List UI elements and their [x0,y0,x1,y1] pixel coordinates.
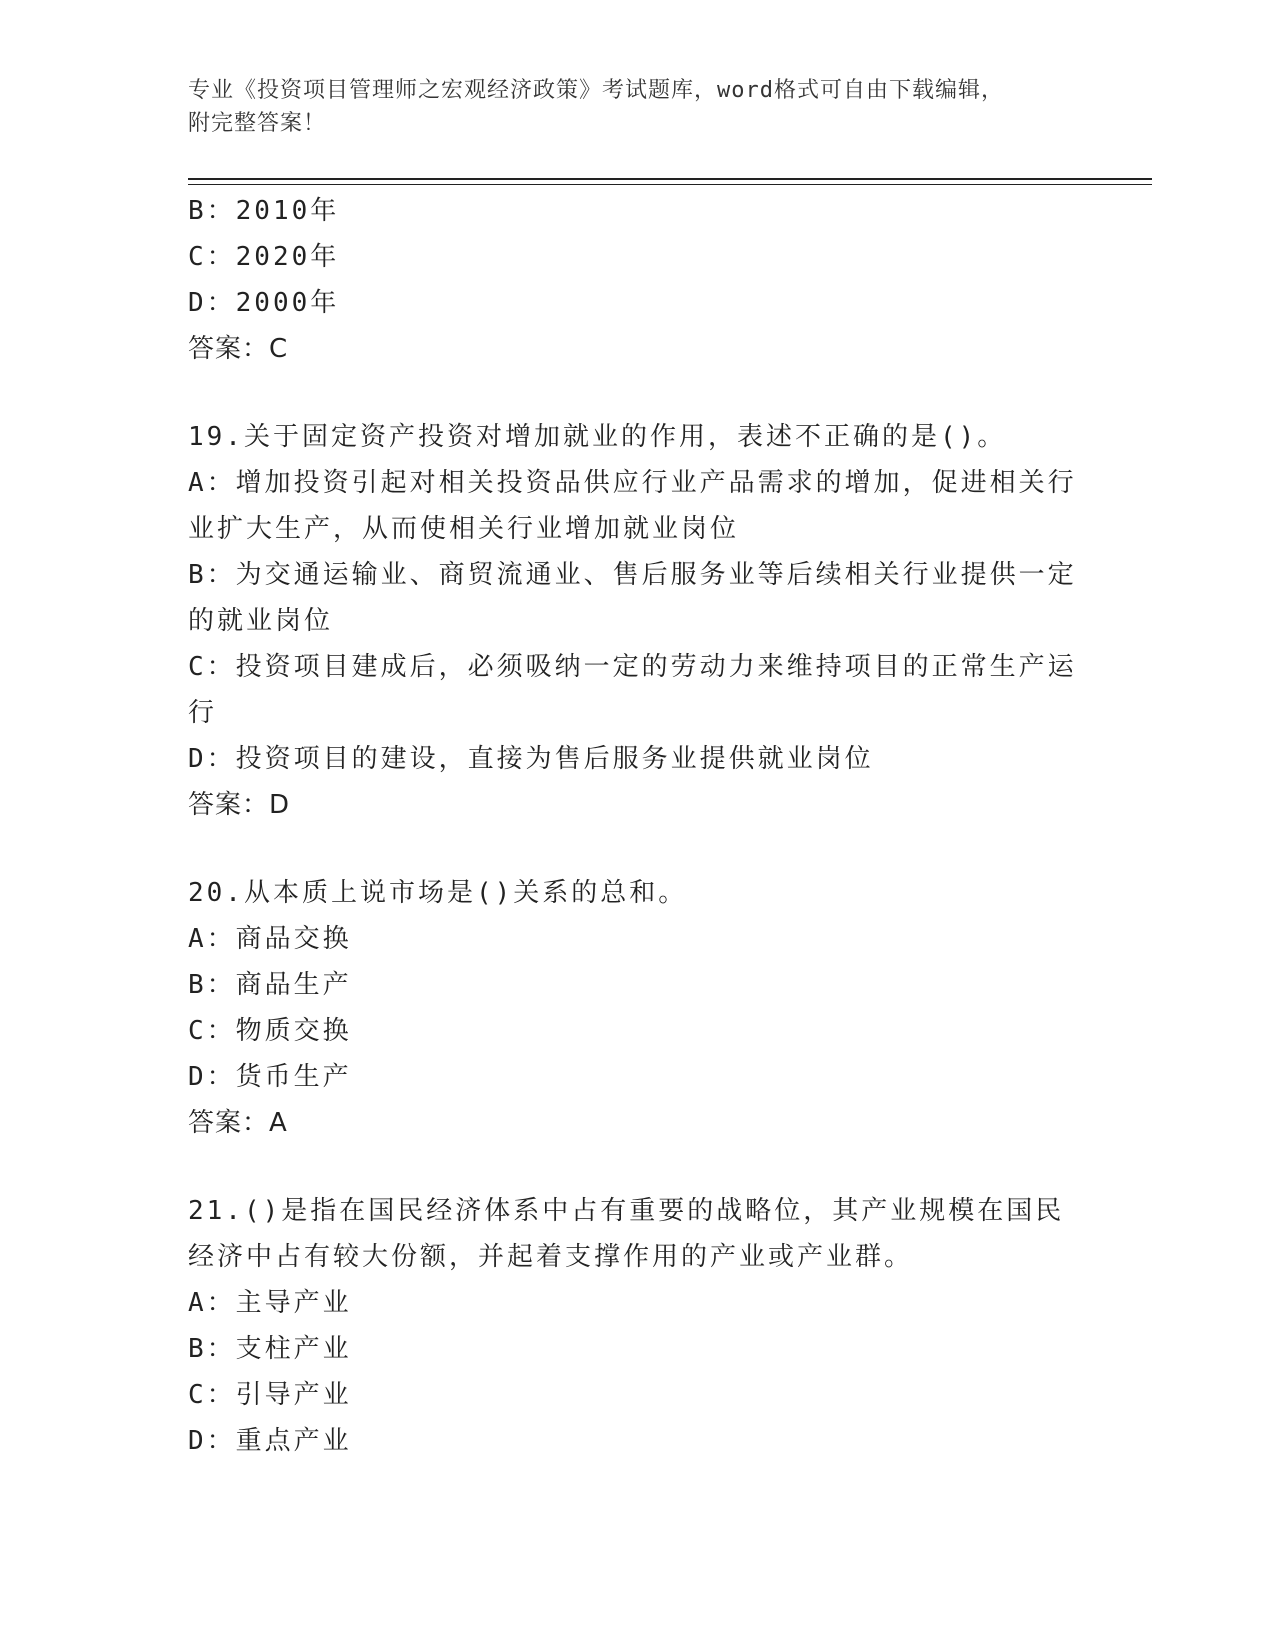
option-a: A：主导产业 [188,1288,352,1318]
spacer [188,1146,1078,1188]
question-block-18-tail [188,188,1078,372]
question-stem: 21.()是指在国民经济体系中占有重要的战略位，其产业规模在国民经济中占有较大份额，并起着支撑作用的产业或产业群。 [188,1196,1065,1272]
answer-line: 答案：A [188,1108,288,1138]
answer-line: 答案：C [188,334,289,364]
header-line-2: 附完整答案！ [188,111,327,136]
option-b: B：为交通运输业、商贸流通业、售后服务业等后续相关行业提供一定的就业岗位 [188,560,1077,636]
header-divider-thin [188,184,1152,185]
question-stem: 19.关于固定资产投资对增加就业的作用，表述不正确的是()。 [188,422,1007,452]
question-block-20 [188,870,1078,1146]
option-a: A：商品交换 [188,924,352,954]
document-body [188,188,1078,1464]
header-divider-thick [188,178,1152,180]
option-c: C：投资项目建成后，必须吸纳一定的劳动力来维持项目的正常生产运行 [188,652,1077,728]
question-stem: 20.从本质上说市场是()关系的总和。 [188,878,688,908]
option-d: D：投资项目的建设，直接为售后服务业提供就业岗位 [188,744,874,774]
document-header [188,74,1068,140]
question-block-21 [188,1188,1078,1464]
option-c: C：物质交换 [188,1016,352,1046]
option-a: A：增加投资引起对相关投资品供应行业产品需求的增加，促进相关行业扩大生产，从而使相关行业增加就业岗位 [188,468,1077,544]
spacer [188,372,1078,414]
option-d: D：2000年 [188,288,340,318]
option-c: C：2020年 [188,242,340,272]
header-line-1: 专业《投资项目管理师之宏观经济政策》考试题库，word格式可自由下载编辑， [188,78,1004,103]
option-b: B：2010年 [188,196,340,226]
answer-line: 答案：D [188,790,291,820]
option-b: B：支柱产业 [188,1334,352,1364]
option-c: C：引导产业 [188,1380,352,1410]
option-b: B：商品生产 [188,970,352,1000]
question-block-19 [188,414,1078,828]
spacer [188,828,1078,870]
option-d: D：重点产业 [188,1426,352,1456]
option-d: D：货币生产 [188,1062,352,1092]
